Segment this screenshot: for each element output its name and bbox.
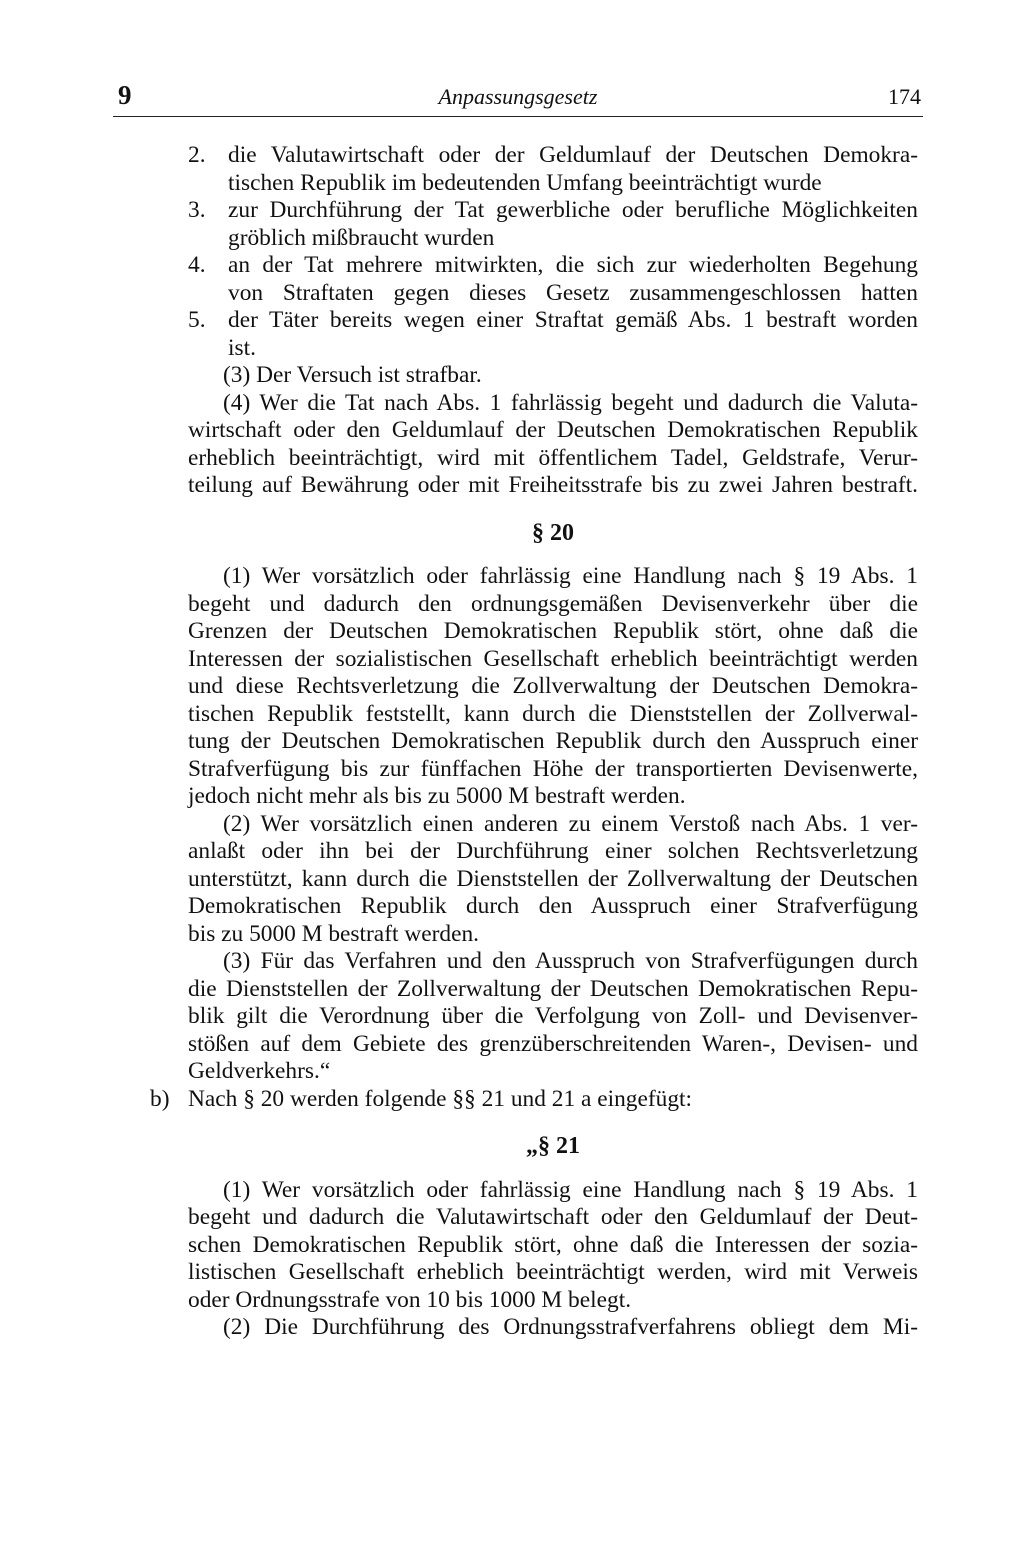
text-line: (1) Wer vorsätzlich oder fahrlässig eine Handlung nach § 19 Abs. 1 [223,563,918,589]
text-line: wirtschaft oder den Geldumlauf der Deutschen Demokratischen Republik [188,417,918,443]
text-line: (2) Die Durchführung des Ordnungsstrafverfahrens obliegt dem Mi- [223,1314,918,1340]
section-heading-21: „§ 21 [526,1133,580,1159]
text-line: begeht und dadurch den ordnungsgemäßen Devisenverkehr über die [188,590,918,617]
paragraph-s21-2 [188,1314,918,1342]
text-line: (2) Wer vorsätzlich einen anderen zu einem Verstoß nach Abs. 1 ver- [223,810,918,837]
text-line: ist. [228,334,256,361]
text-line: und diese Rechtsverletzung die Zollverwaltung der Deutschen Demokra- [188,673,918,699]
page-body [150,142,918,1342]
text-line: teilung auf Bewährung oder mit Freiheitsstrafe bis zu zwei Jahren bestraft. [188,472,918,498]
text-line: (3) Der Versuch ist strafbar. [223,362,482,388]
text-line: Interessen der sozialistischen Gesellschaft erheblich beeinträchtigt werden [188,645,918,672]
text-line: stößen auf dem Gebiete des grenzüberschreitenden Waren-, Devisen- und [188,1030,918,1057]
page-header [113,80,923,116]
paragraph-s20-1 [188,563,918,811]
text-line: unterstützt, kann durch die Dienststellen der Zollverwaltung der Deutschen [188,865,918,892]
text-line: anlaßt oder ihn bei der Durchführung einer solchen Rechtsverletzung [188,838,918,864]
paragraph-s20-2 [188,811,918,949]
paragraph-s19-4 [188,390,918,500]
text-line: tung der Deutschen Demokratischen Republik durch den Ausspruch einer [188,728,918,754]
text-line: Strafverfügung bis zur fünffachen Höhe der transportierten Devisenwerte, [188,755,918,782]
text-line: von Straftaten gegen dieses Gesetz zusammengeschlossen hatten [228,279,918,306]
text-line: die Dienststellen der Zollverwaltung der Deutschen Demokratischen Repu- [188,975,918,1002]
text-line: bis zu 5000 M bestraft werden. [188,920,480,947]
paragraph-s20-3 [188,948,918,1086]
text-line: erheblich beeinträchtigt, wird mit öffentlichem Tadel, Geldstrafe, Verur- [188,444,918,471]
section-heading-20: § 20 [532,519,574,546]
text-line: die Valutawirtschaft oder der Geldumlauf der Deutschen Demokra- [228,142,918,168]
list-item [188,252,918,307]
list-item-number: 2. [188,142,206,168]
list-item-number: 3. [188,197,206,223]
text-line: tischen Republik feststellt, kann durch die Dienststellen der Zollverwal- [188,700,918,727]
text-line: tischen Republik im bedeutenden Umfang beeinträchtigt wurde [228,169,822,196]
text-line: blik gilt die Verordnung über die Verfolgung von Zoll- und Devisenver- [188,1003,918,1029]
text-line: der Täter bereits wegen einer Straftat gemäß Abs. 1 bestraft worden [228,307,918,333]
header-rule [113,116,923,117]
text-line: schen Demokratischen Republik stört, ohne daß die Interessen der sozia- [188,1231,918,1258]
text-line: zur Durchführung der Tat gewerbliche oder berufliche Möglichkeiten [228,197,918,223]
clause-b [150,1085,918,1114]
text-line: Grenzen der Deutschen Demokratischen Republik stört, ohne daß die [188,618,918,644]
text-line: an der Tat mehrere mitwirkten, die sich zur wiederholten Begehung [228,252,918,278]
list-item [188,197,918,252]
text-line: oder Ordnungsstrafe von 10 bis 1000 M belegt. [188,1286,632,1313]
text-line: Demokratischen Republik durch den Ausspruch einer Strafverfügung [188,893,918,919]
list-item-number: 4. [188,252,206,278]
running-title: Anpassungsgesetz [438,84,598,109]
list-item [188,142,918,197]
clause-label: b) [150,1085,170,1112]
text-line: jedoch nicht mehr als bis zu 5000 M bestraft werden. [188,783,686,809]
paragraph-s19-3 [188,362,918,390]
text-line: Nach § 20 werden folgende §§ 21 und 21 a eingefügt: [188,1085,693,1112]
text-line: listischen Gesellschaft erheblich beeinträchtigt werden, wird mit Verweis [188,1259,918,1285]
text-line: gröblich mißbraucht wurden [228,224,495,251]
page-number: 174 [888,84,921,109]
text-line: begeht und dadurch die Valutawirtschaft oder den Geldumlauf der Deut- [188,1204,918,1230]
text-line: (4) Wer die Tat nach Abs. 1 fahrlässig begeht und dadurch die Valuta- [223,389,918,416]
paragraph-s21-1 [188,1177,918,1315]
text-line: (3) Für das Verfahren und den Ausspruch von Strafverfügungen durch [223,948,918,974]
enumerated-list [188,142,918,362]
text-line: Geldverkehrs.“ [188,1058,331,1084]
text-line: (1) Wer vorsätzlich oder fahrlässig eine Handlung nach § 19 Abs. 1 [223,1176,918,1203]
chapter-number: 9 [118,80,132,110]
list-item [188,307,918,362]
list-item-number: 5. [188,307,206,333]
